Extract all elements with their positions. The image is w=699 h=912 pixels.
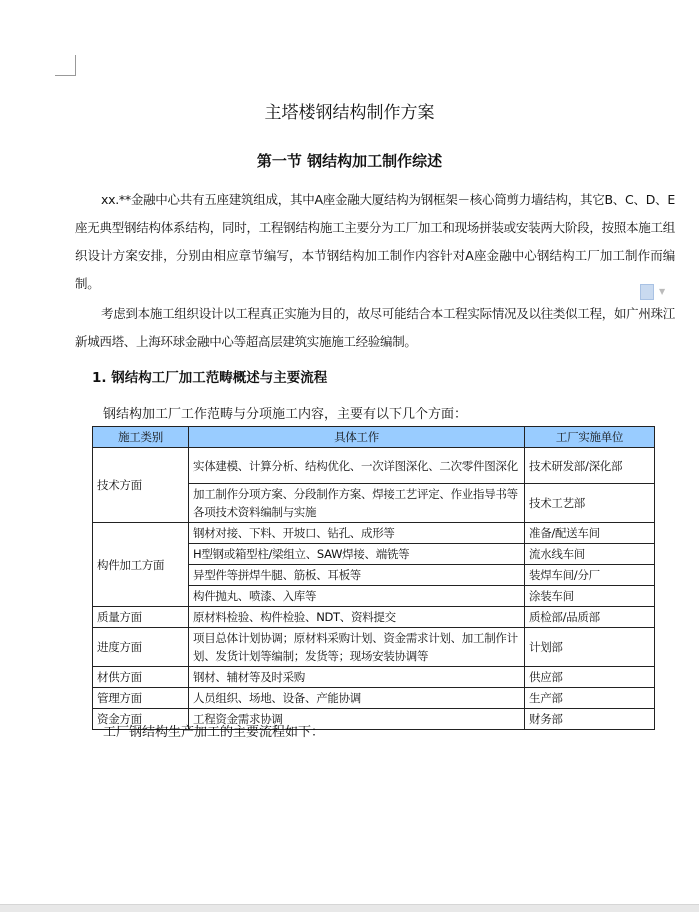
- work-scope-table: [92, 426, 655, 730]
- category-cell: 技术方面: [93, 448, 189, 523]
- paragraph-2: 考虑到本施工组织设计以工程真正实施为目的，故尽可能结合本工程实际情况及以往类似工程，如广州珠江新城西塔、上海环球金融中心等超高层建筑实施施工经验编制。: [75, 306, 675, 349]
- work-cell: 钢材对接、下料、开坡口、钻孔、成形等: [189, 523, 525, 544]
- table-row: [93, 667, 655, 688]
- work-cell: 人员组织、场地、设备、产能协调: [189, 688, 525, 709]
- unit-cell: 财务部: [525, 709, 655, 730]
- section-title: 第一节 钢结构加工制作综述: [256, 152, 443, 170]
- unit-cell: 流水线车间: [525, 544, 655, 565]
- table-row: [93, 448, 655, 484]
- work-cell: 钢材、辅材等及时采购: [189, 667, 525, 688]
- document-title: 主塔楼钢结构制作方案: [264, 103, 435, 123]
- unit-cell: 准备/配送车间: [525, 523, 655, 544]
- header-unit: 工厂实施单位: [525, 427, 655, 448]
- unit-cell: 生产部: [525, 688, 655, 709]
- paragraph-1: xx.**金融中心共有五座建筑组成，其中A座金融大厦结构为钢框架－核心筒剪力墙结构，其它B、C、D、E座无典型钢结构体系结构，同时，工程钢结构施工主要分为工厂加工和现场拼装或安装两大阶段，按照本施工组织设计方案安排，分别由相应章节编写，本节钢结构加工制作内容针对A座金融中心钢结构工厂加工制作而编制。: [75, 192, 675, 291]
- table-row: [93, 607, 655, 628]
- after-table-text: 工厂钢结构生产加工的主要流程如下：: [103, 725, 325, 740]
- header-work: 具体工作: [189, 427, 525, 448]
- unit-cell: 供应部: [525, 667, 655, 688]
- table-row: [93, 523, 655, 544]
- work-cell: 实体建模、计算分析、结构优化、一次详图深化、二次零件图深化: [189, 448, 525, 484]
- unit-cell: 技术研发部/深化部: [525, 448, 655, 484]
- unit-cell: 装焊车间/分厂: [525, 565, 655, 586]
- work-cell: 项目总体计划协调；原材料采购计划、资金需求计划、加工制作计划、发货计划等编制；发货等；现场安装协调等: [189, 628, 525, 667]
- unit-cell: 涂装车间: [525, 586, 655, 607]
- work-cell: 原材料检验、构件检验、NDT、资料提交: [189, 607, 525, 628]
- unit-cell: 计划部: [525, 628, 655, 667]
- category-cell: 质量方面: [93, 607, 189, 628]
- work-cell: 异型件等拼焊牛腿、筋板、耳板等: [189, 565, 525, 586]
- heading-1: 1. 钢结构工厂加工范畴概述与主要流程: [92, 370, 328, 386]
- work-cell: 工程资金需求协调: [189, 709, 525, 730]
- work-cell: 加工制作分项方案、分段制作方案、焊接工艺评定、作业指导书等各项技术资料编制与实施: [189, 484, 525, 523]
- work-cell: 构件抛丸、喷漆、入库等: [189, 586, 525, 607]
- table-intro: 钢结构加工厂工作范畴与分项施工内容，主要有以下几个方面：: [103, 407, 468, 422]
- work-cell: H型钢或箱型柱/梁组立、SAW焊接、端铣等: [189, 544, 525, 565]
- category-cell: 进度方面: [93, 628, 189, 667]
- table-row: [93, 688, 655, 709]
- table-row: [93, 628, 655, 667]
- unit-cell: 技术工艺部: [525, 484, 655, 523]
- paste-options-icon[interactable]: [640, 284, 654, 300]
- category-cell: 材供方面: [93, 667, 189, 688]
- header-category: 施工类别: [93, 427, 189, 448]
- category-cell: 构件加工方面: [93, 523, 189, 607]
- category-cell: 资金方面: [93, 709, 189, 730]
- chevron-down-icon[interactable]: ▼: [659, 287, 666, 296]
- unit-cell: 质检部/品质部: [525, 607, 655, 628]
- page-corner-mark: [55, 55, 76, 76]
- category-cell: 管理方面: [93, 688, 189, 709]
